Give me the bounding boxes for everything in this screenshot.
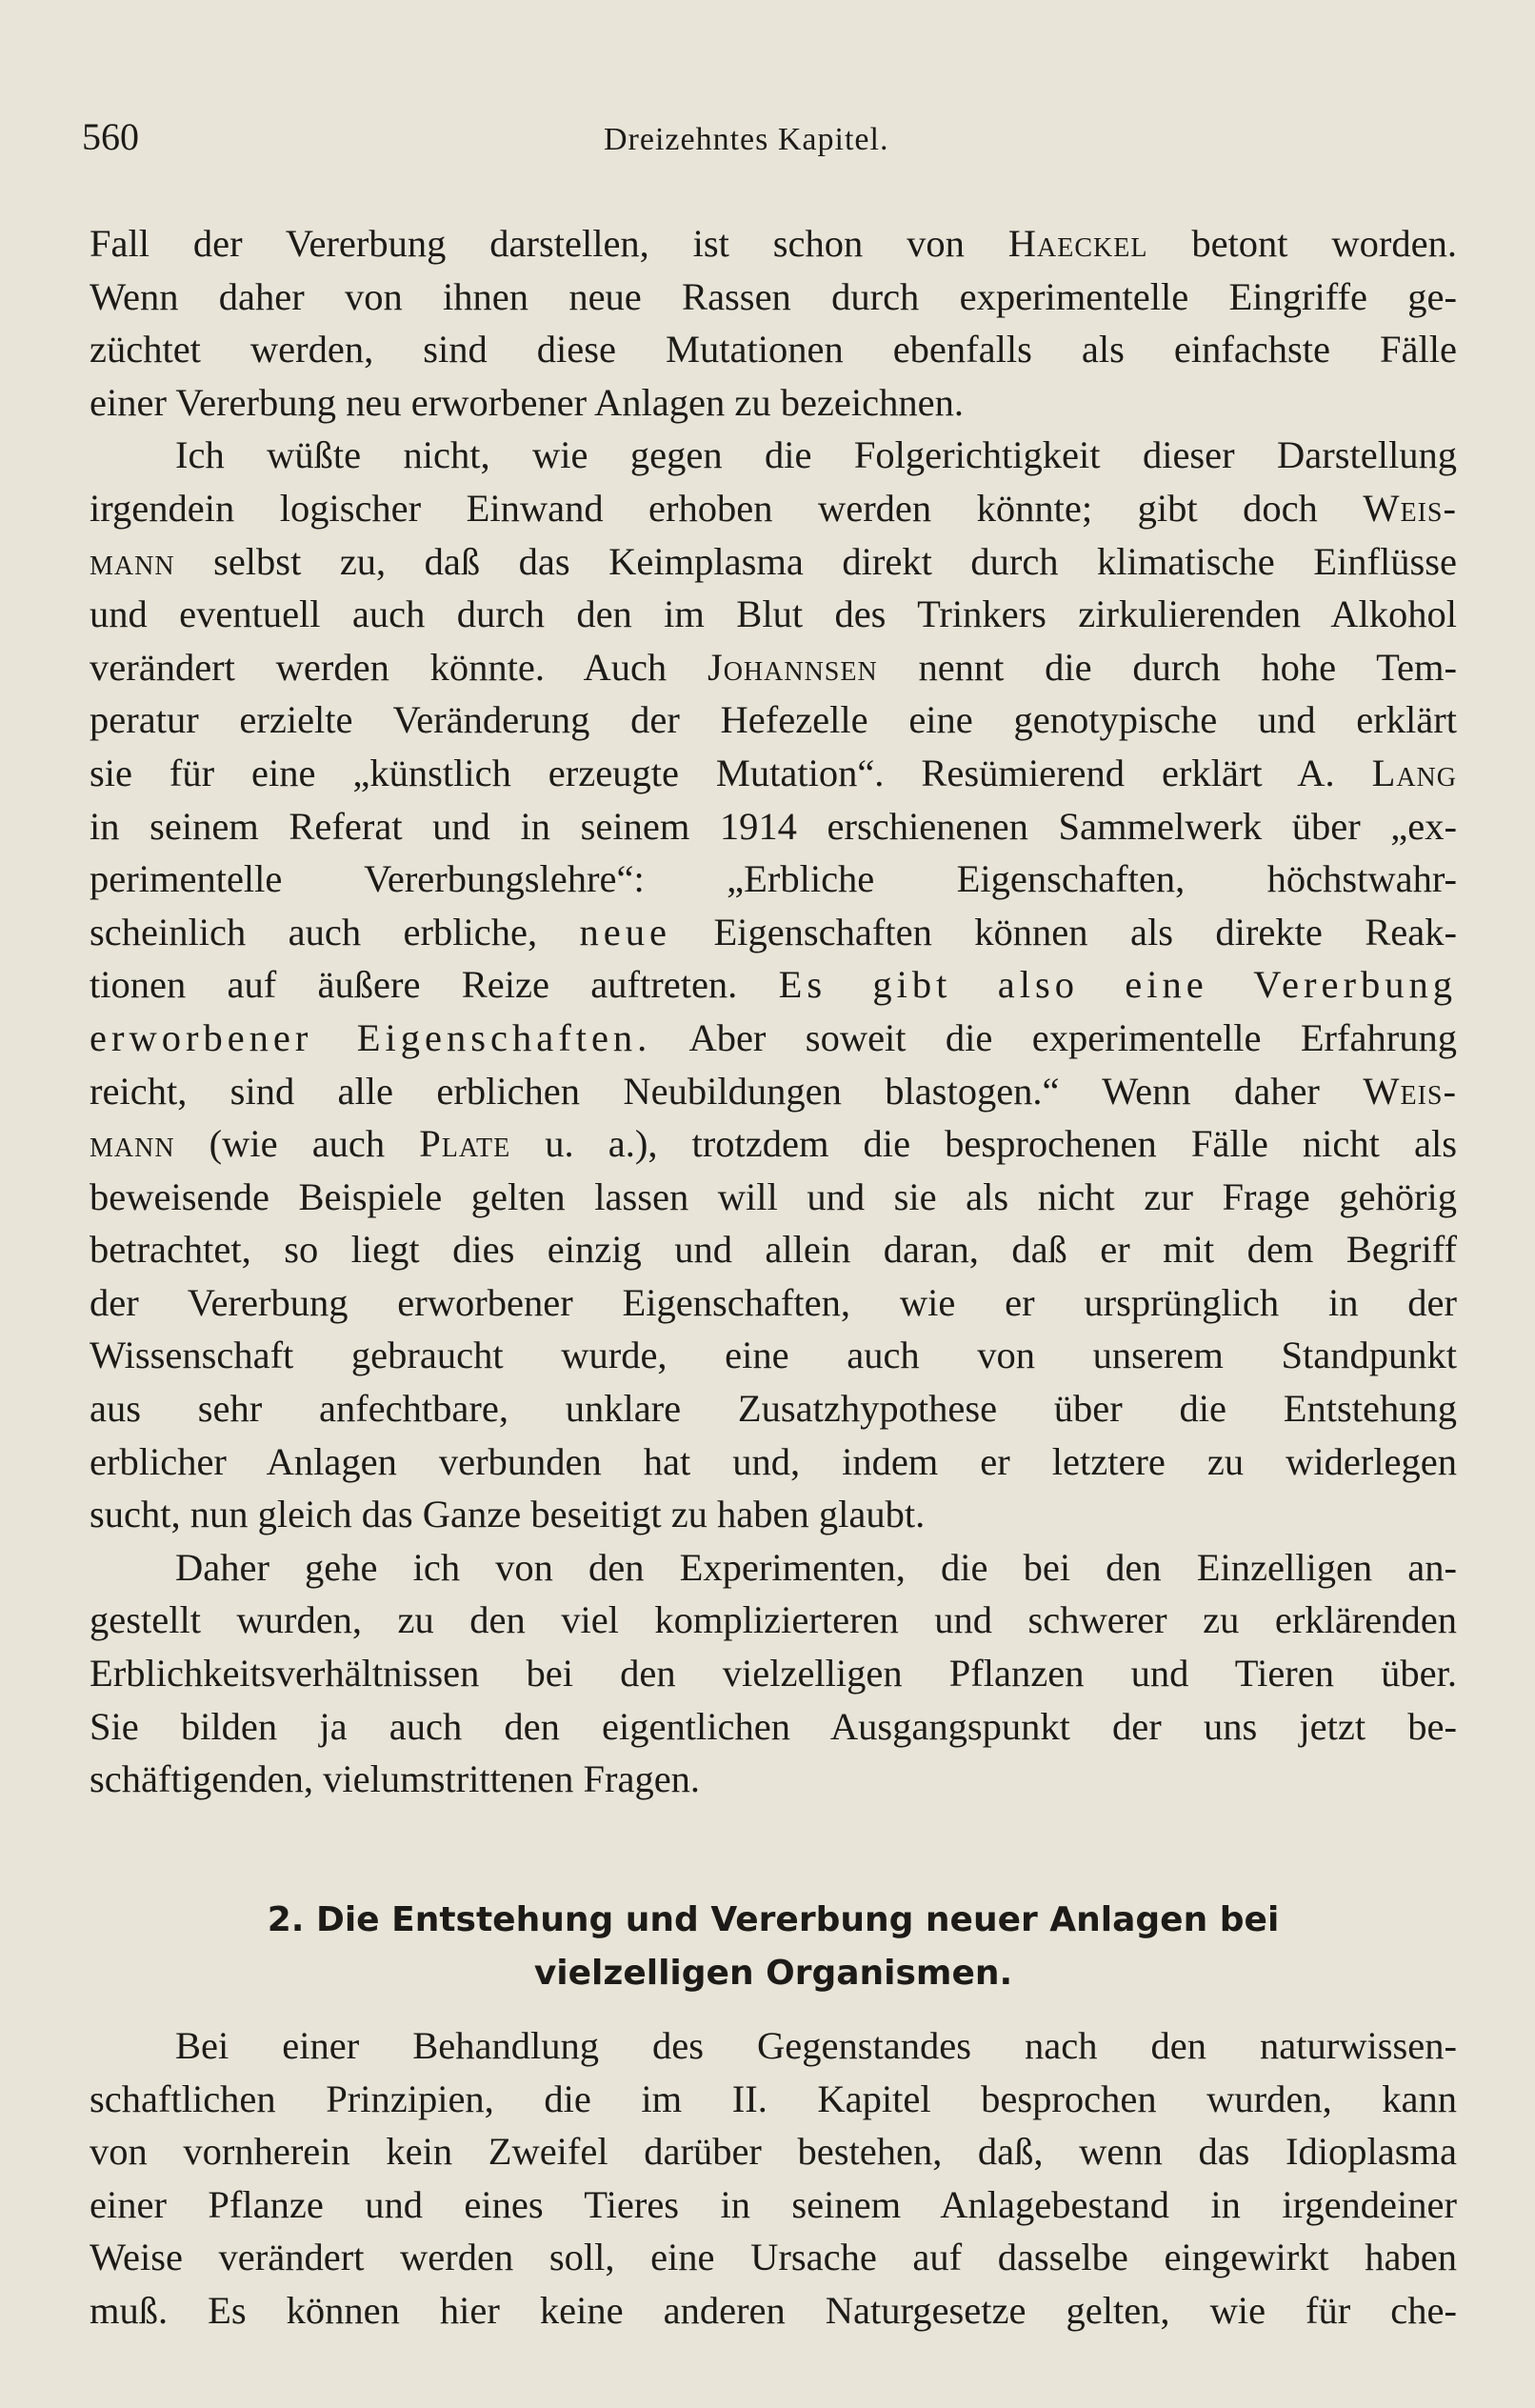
author-name: Plate <box>419 1122 511 1166</box>
text-line: erblicher Anlagen verbunden hat und, indem er letztere zu widerlegen <box>90 1439 1457 1483</box>
author-name: mann <box>90 1122 175 1166</box>
text-line: tionen auf äußere Reize auftreten. Es gibt also eine Vererbung <box>90 963 1457 1007</box>
text-line: aus sehr anfechtbare, unklare Zusatzhypothese über die Entstehung <box>90 1387 1457 1431</box>
text-line: Erblichkeitsverhältnissen bei den vielzelligen Pflanzen und Tieren über. <box>90 1652 1457 1696</box>
text-line: betrachtet, so liegt dies einzig und allein daran, daß er mit dem Begriff <box>90 1228 1457 1272</box>
section-body-text <box>90 2019 1457 2338</box>
text-line: mann selbst zu, daß das Keimplasma direkt durch klimatische Einflüsse <box>90 539 1457 583</box>
text-line: Bei einer Behandlung des Gegenstandes nach den naturwissen- <box>175 2024 1457 2067</box>
text-line: muß. Es können hier keine anderen Naturgesetze gelten, wie für che- <box>90 2288 1457 2332</box>
text-line: schäftigenden, vielumstrittenen Fragen. <box>90 1757 701 1801</box>
text-line: Wissenschaft gebraucht wurde, eine auch von unserem Standpunkt <box>90 1334 1457 1377</box>
text-line: sie für eine „künstlich erzeugte Mutation“. Resümierend erklärt A. Lang <box>90 751 1457 794</box>
spaced-emphasis: neue <box>579 910 671 953</box>
text-line: der Vererbung erworbener Eigenschaften, wie er ursprünglich in der <box>90 1280 1457 1324</box>
author-name: Lang <box>1371 751 1457 794</box>
text-line: Weise verändert werden soll, eine Ursache auf dasselbe eingewirkt haben <box>90 2236 1457 2279</box>
text-line: Sie bilden ja auch den eigentlichen Ausgangspunkt der uns jetzt be- <box>90 1704 1457 1748</box>
author-name: Weis- <box>1363 1069 1457 1113</box>
text-line: sucht, nun gleich das Ganze beseitigt zu haben glaubt. <box>90 1493 926 1536</box>
body-text <box>90 217 1457 1806</box>
text-line: züchtet werden, sind diese Mutationen ebenfalls als einfachste Fälle <box>90 328 1457 371</box>
text-line: Ich wüßte nicht, wie gegen die Folgerichtigkeit dieser Darstellung <box>175 433 1457 477</box>
author-name: mann <box>90 539 175 583</box>
running-head: Dreizehntes Kapitel. <box>604 122 889 157</box>
text-line: erworbener Eigenschaften. Aber soweit die experimentelle Erfahrung <box>90 1015 1457 1059</box>
section-heading-line: 2. Die Entstehung und Vererbung neuer Anlagen bei <box>267 1900 1280 1939</box>
text-line: einer Pflanze und eines Tieres in seinem Anlagebestand in irgendeiner <box>90 2182 1457 2226</box>
text-line: einer Vererbung neu erworbener Anlagen zu bezeichnen. <box>90 380 964 424</box>
author-name: Johannsen <box>707 645 878 689</box>
text-line: gestellt wurden, zu den viel komplizierteren und schwerer zu erklärenden <box>90 1598 1457 1642</box>
text-line: reicht, sind alle erblichen Neubildungen blastogen.“ Wenn daher Weis- <box>90 1069 1457 1113</box>
author-name: Haeckel <box>1007 222 1148 265</box>
author-name: Weis- <box>1363 486 1457 530</box>
text-line: scheinlich auch erbliche, neue Eigenschaften können als direkte Reak- <box>90 910 1457 953</box>
text-line: schaftlichen Prinzipien, die im II. Kapitel besprochen wurden, kann <box>90 2077 1457 2120</box>
spaced-emphasis: Es gibt also eine Vererbung <box>778 963 1457 1007</box>
text-line: in seinem Referat und in seinem 1914 erschienenen Sammelwerk über „ex- <box>90 804 1457 848</box>
spaced-emphasis: erworbener Eigenschaften. <box>90 1015 652 1059</box>
text-line: von vornherein kein Zweifel darüber bestehen, daß, wenn das Idioplasma <box>90 2130 1457 2174</box>
text-line: verändert werden könnte. Auch Johannsen nennt die durch hohe Tem- <box>90 645 1457 689</box>
text-line: Daher gehe ich von den Experimenten, die bei den Einzelligen an- <box>175 1545 1457 1589</box>
text-line: perimentelle Vererbungslehre“: „Erbliche Eigenschaften, höchstwahr- <box>90 857 1457 901</box>
page-header <box>82 114 1453 171</box>
section-heading-line: vielzelligen Organismen. <box>533 1954 1013 1993</box>
text-line: peratur erzielte Veränderung der Hefezelle eine genotypische und erklärt <box>90 698 1457 742</box>
text-line: beweisende Beispiele gelten lassen will und sie als nicht zur Frage gehörig <box>90 1174 1457 1218</box>
text-line: irgendein logischer Einwand erhoben werden könnte; gibt doch Weis- <box>90 486 1457 530</box>
text-line: mann (wie auch Plate u. a.), trotzdem die besprochenen Fälle nicht als <box>90 1122 1457 1166</box>
text-line: Wenn daher von ihnen neue Rassen durch experimentelle Eingriffe ge- <box>90 274 1457 318</box>
section-heading <box>90 1894 1457 2000</box>
page-number: 560 <box>82 115 139 158</box>
text-line: und eventuell auch durch den im Blut des Trinkers zirkulierenden Alkohol <box>90 592 1457 636</box>
text-line: Fall der Vererbung darstellen, ist schon von Haeckel betont worden. <box>90 222 1457 265</box>
